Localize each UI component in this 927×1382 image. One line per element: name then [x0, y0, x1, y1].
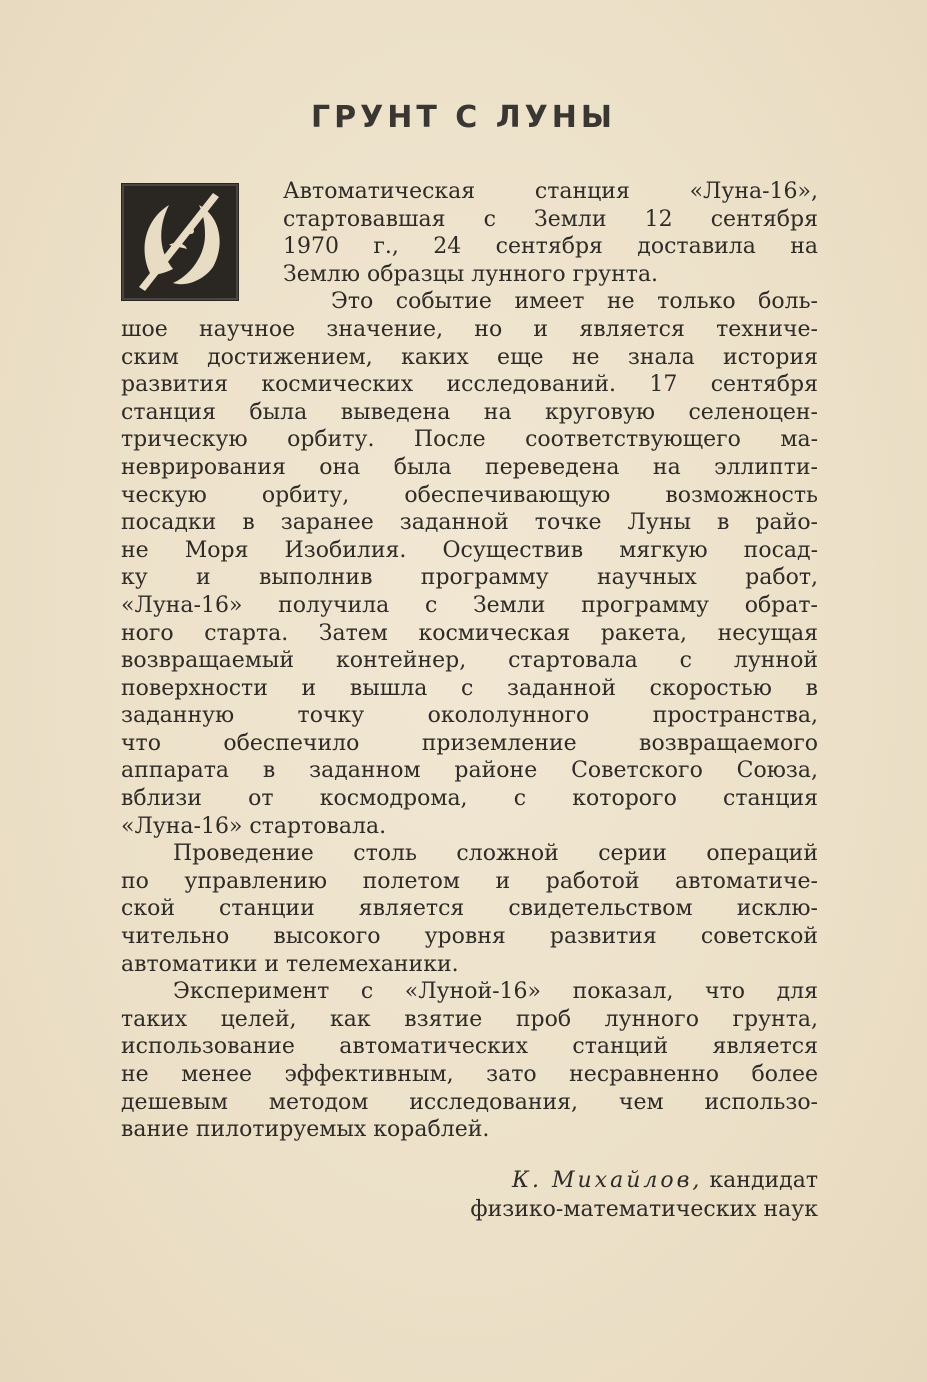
article-line: Это событие имеет не только боль- [331, 289, 818, 315]
article-line: стартовавшая с Земли 12 сентября [283, 206, 818, 232]
article-line: не менее эффективным, зато несравненно более [121, 1062, 818, 1087]
signature [400, 1166, 818, 1224]
article-line: заданную точку окололунного пространства, [121, 703, 818, 729]
article-line: 1970 г., 24 сентября доставила на [283, 234, 818, 260]
article-body [121, 178, 818, 1144]
article-line: автоматики и телемеханики. [121, 951, 459, 977]
article-line: поверхности и вышла с заданной скоростью в [121, 675, 818, 701]
article-line: развития космических исследований. 17 сентября [121, 372, 818, 398]
article-line: «Луна-16» получила с Земли программу обрат- [121, 592, 818, 618]
article-line: неврирования она была переведена на эллипти- [121, 454, 818, 480]
author-name: К. Михайлов, [511, 1168, 703, 1193]
article-line: Проведение столь сложной серии операций [173, 841, 818, 867]
article-line: станция была выведена на круговую селеноцен- [121, 399, 818, 425]
signature-line-1 [400, 1166, 818, 1195]
article-line: ским достижением, каких еще не знала история [121, 344, 818, 370]
author-field: физико-математических наук [470, 1197, 818, 1222]
article-line: не Моря Изобилия. Осуществив мягкую посад- [121, 537, 818, 563]
page-title: ГРУНТ С ЛУНЫ [311, 100, 616, 135]
article-line: «Луна-16» стартовала. [121, 813, 387, 839]
article-line: Автоматическая станция «Луна-16», [283, 179, 818, 204]
article-line: по управлению полетом и работой автоматиче- [121, 868, 818, 894]
article-line: Эксперимент с «Луной-16» показал, что для [173, 979, 818, 1005]
author-degree: кандидат [709, 1168, 818, 1193]
article-line: Землю образцы лунного грунта. [283, 261, 659, 287]
article-line: ку и выполнив программу научных работ, [121, 565, 818, 591]
article-line: использование автоматических станций является [121, 1034, 818, 1060]
article-line: вание пилотируемых кораблей. [121, 1117, 490, 1143]
article-line: ного старта. Затем космическая ракета, несущая [121, 620, 818, 646]
article-line: ческую орбиту, обеспечивающую возможность [121, 482, 818, 508]
article-line: ской станции является свидетельством исклю- [121, 896, 818, 922]
article-line: шое научное значение, но и является техниче- [121, 316, 818, 342]
article-line: возвращаемый контейнер, стартовала с лунной [121, 648, 818, 674]
article-line: что обеспечило приземление возвращаемого [121, 730, 818, 756]
article-line: вблизи от космодрома, с которого станция [121, 786, 818, 812]
article-line: таких целей, как взятие проб лунного грунта, [121, 1006, 818, 1032]
article-line: трическую орбиту. После соответствующего ма- [121, 427, 818, 453]
article-line: посадки в заранее заданной точке Луны в райо- [121, 510, 818, 536]
article-line: аппарата в заданном районе Советского Союза, [121, 758, 818, 784]
article-line: дешевым методом исследования, чем использо- [121, 1089, 818, 1115]
article-line: чительно высокого уровня развития советской [121, 924, 818, 950]
